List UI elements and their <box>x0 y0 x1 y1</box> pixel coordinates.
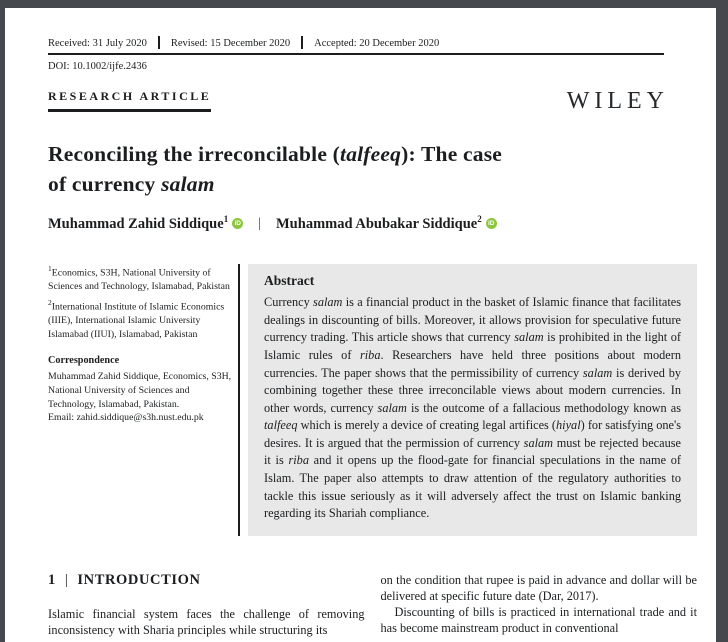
correspondence-email: Email: zahid.siddique@s3h.nust.edu.pk <box>48 412 204 424</box>
accepted-date: Accepted: 20 December 2020 <box>314 38 440 49</box>
author-2: Muhammad Abubakar Siddique$^2$ <box>276 214 482 233</box>
author-1: Muhammad Zahid Siddique$^1$ <box>48 214 229 233</box>
received-date: Received: 31 July 2020 <box>48 38 147 49</box>
date-divider <box>301 36 303 49</box>
abstract-text: Currency salam is a financial product in the basket of Islamic finance that facilitates dealings in discounting of bills. Moreover, it allows provision for speculative future currency trading. This article shows that currency salam is prohibited in the light of Islamic rules of riba. Researchers have held three positions about modern currencies. The paper shows that the permissibility of currency salam is derived by combining together these three irreconcilable views about modern currencies. In other words, currency salam is the outcome of a fallacious methodology known as talfeeq which is merely a device of creating legal artifices (hiyal) for satisfying one's desires. It is argued that the permission of currency salam must be rejected because it is riba and it opens up the flood-gate for financial speculations in the name of Islam. The paper also attempts to draw attention of the regulatory authorities to tackle this issue seriously as it will adversely affect the trust on Islamic banking regarding its Shariah compliance. <box>264 295 681 521</box>
info-section <box>48 264 697 536</box>
correspondence-body: Muhammad Zahid Siddique, Economics, S3H, National University of Sciences and Technology, Islamabad, Pakistan. <box>48 370 232 410</box>
intro-paragraph-left: Islamic financial system faces the challenge of removing inconsistency with Sharia principles while structuring its <box>48 606 365 637</box>
abstract-heading: Abstract <box>264 273 315 289</box>
author-2-affiliation-mark: 2 <box>477 214 482 225</box>
pdf-page <box>5 8 716 642</box>
intro-paragraph-right-2: Discounting of bills is practiced in international trade and it has become mainstream product in conventional <box>380 604 697 635</box>
abstract-box <box>248 264 697 536</box>
correspondence-heading: Correspondence <box>48 355 120 367</box>
header-row <box>48 89 697 113</box>
author-1-affiliation-mark: 1 <box>223 214 229 225</box>
doi: DOI: 10.1002/ijfe.2436 <box>48 61 147 72</box>
section-number: 1 <box>48 571 56 588</box>
intro-left-column <box>48 572 365 638</box>
article-content <box>5 8 716 638</box>
paper-title: Reconciling the irreconcilable (talfeeq): The case of currency salam <box>48 142 503 196</box>
date-divider <box>158 36 160 49</box>
orcid-icon[interactable]: iD <box>486 218 497 229</box>
section-heading <box>48 572 365 588</box>
column-divider-rule <box>238 264 240 536</box>
affiliation-1: $^1$Economics, S3H, National University of Sciences and Technology, Islamabad, Pakistan <box>48 264 230 293</box>
manuscript-dates-row <box>48 38 664 55</box>
introduction-section <box>48 572 697 638</box>
intro-paragraph-right-1: on the condition that rupee is paid in advance and dollar will be delivered at specific future date (Dar, 2017). <box>380 572 697 603</box>
section-pipe: | <box>64 571 69 588</box>
author-separator: | <box>258 215 261 231</box>
section-title: INTRODUCTION <box>77 571 201 588</box>
article-type-label: RESEARCH ARTICLE <box>48 89 211 112</box>
affiliations-column <box>48 264 234 536</box>
affiliation-2: $^2$International Institute of Islamic Economics (IIIE), International Islamic University Islamabad (IIUI), Islamabad, Pakistan <box>48 298 225 341</box>
intro-right-column <box>381 572 698 638</box>
revised-date: Revised: 15 December 2020 <box>170 38 291 49</box>
orcid-icon[interactable]: iD <box>232 218 243 229</box>
wiley-logo: WILEY <box>566 88 669 114</box>
authors-row <box>48 214 697 233</box>
